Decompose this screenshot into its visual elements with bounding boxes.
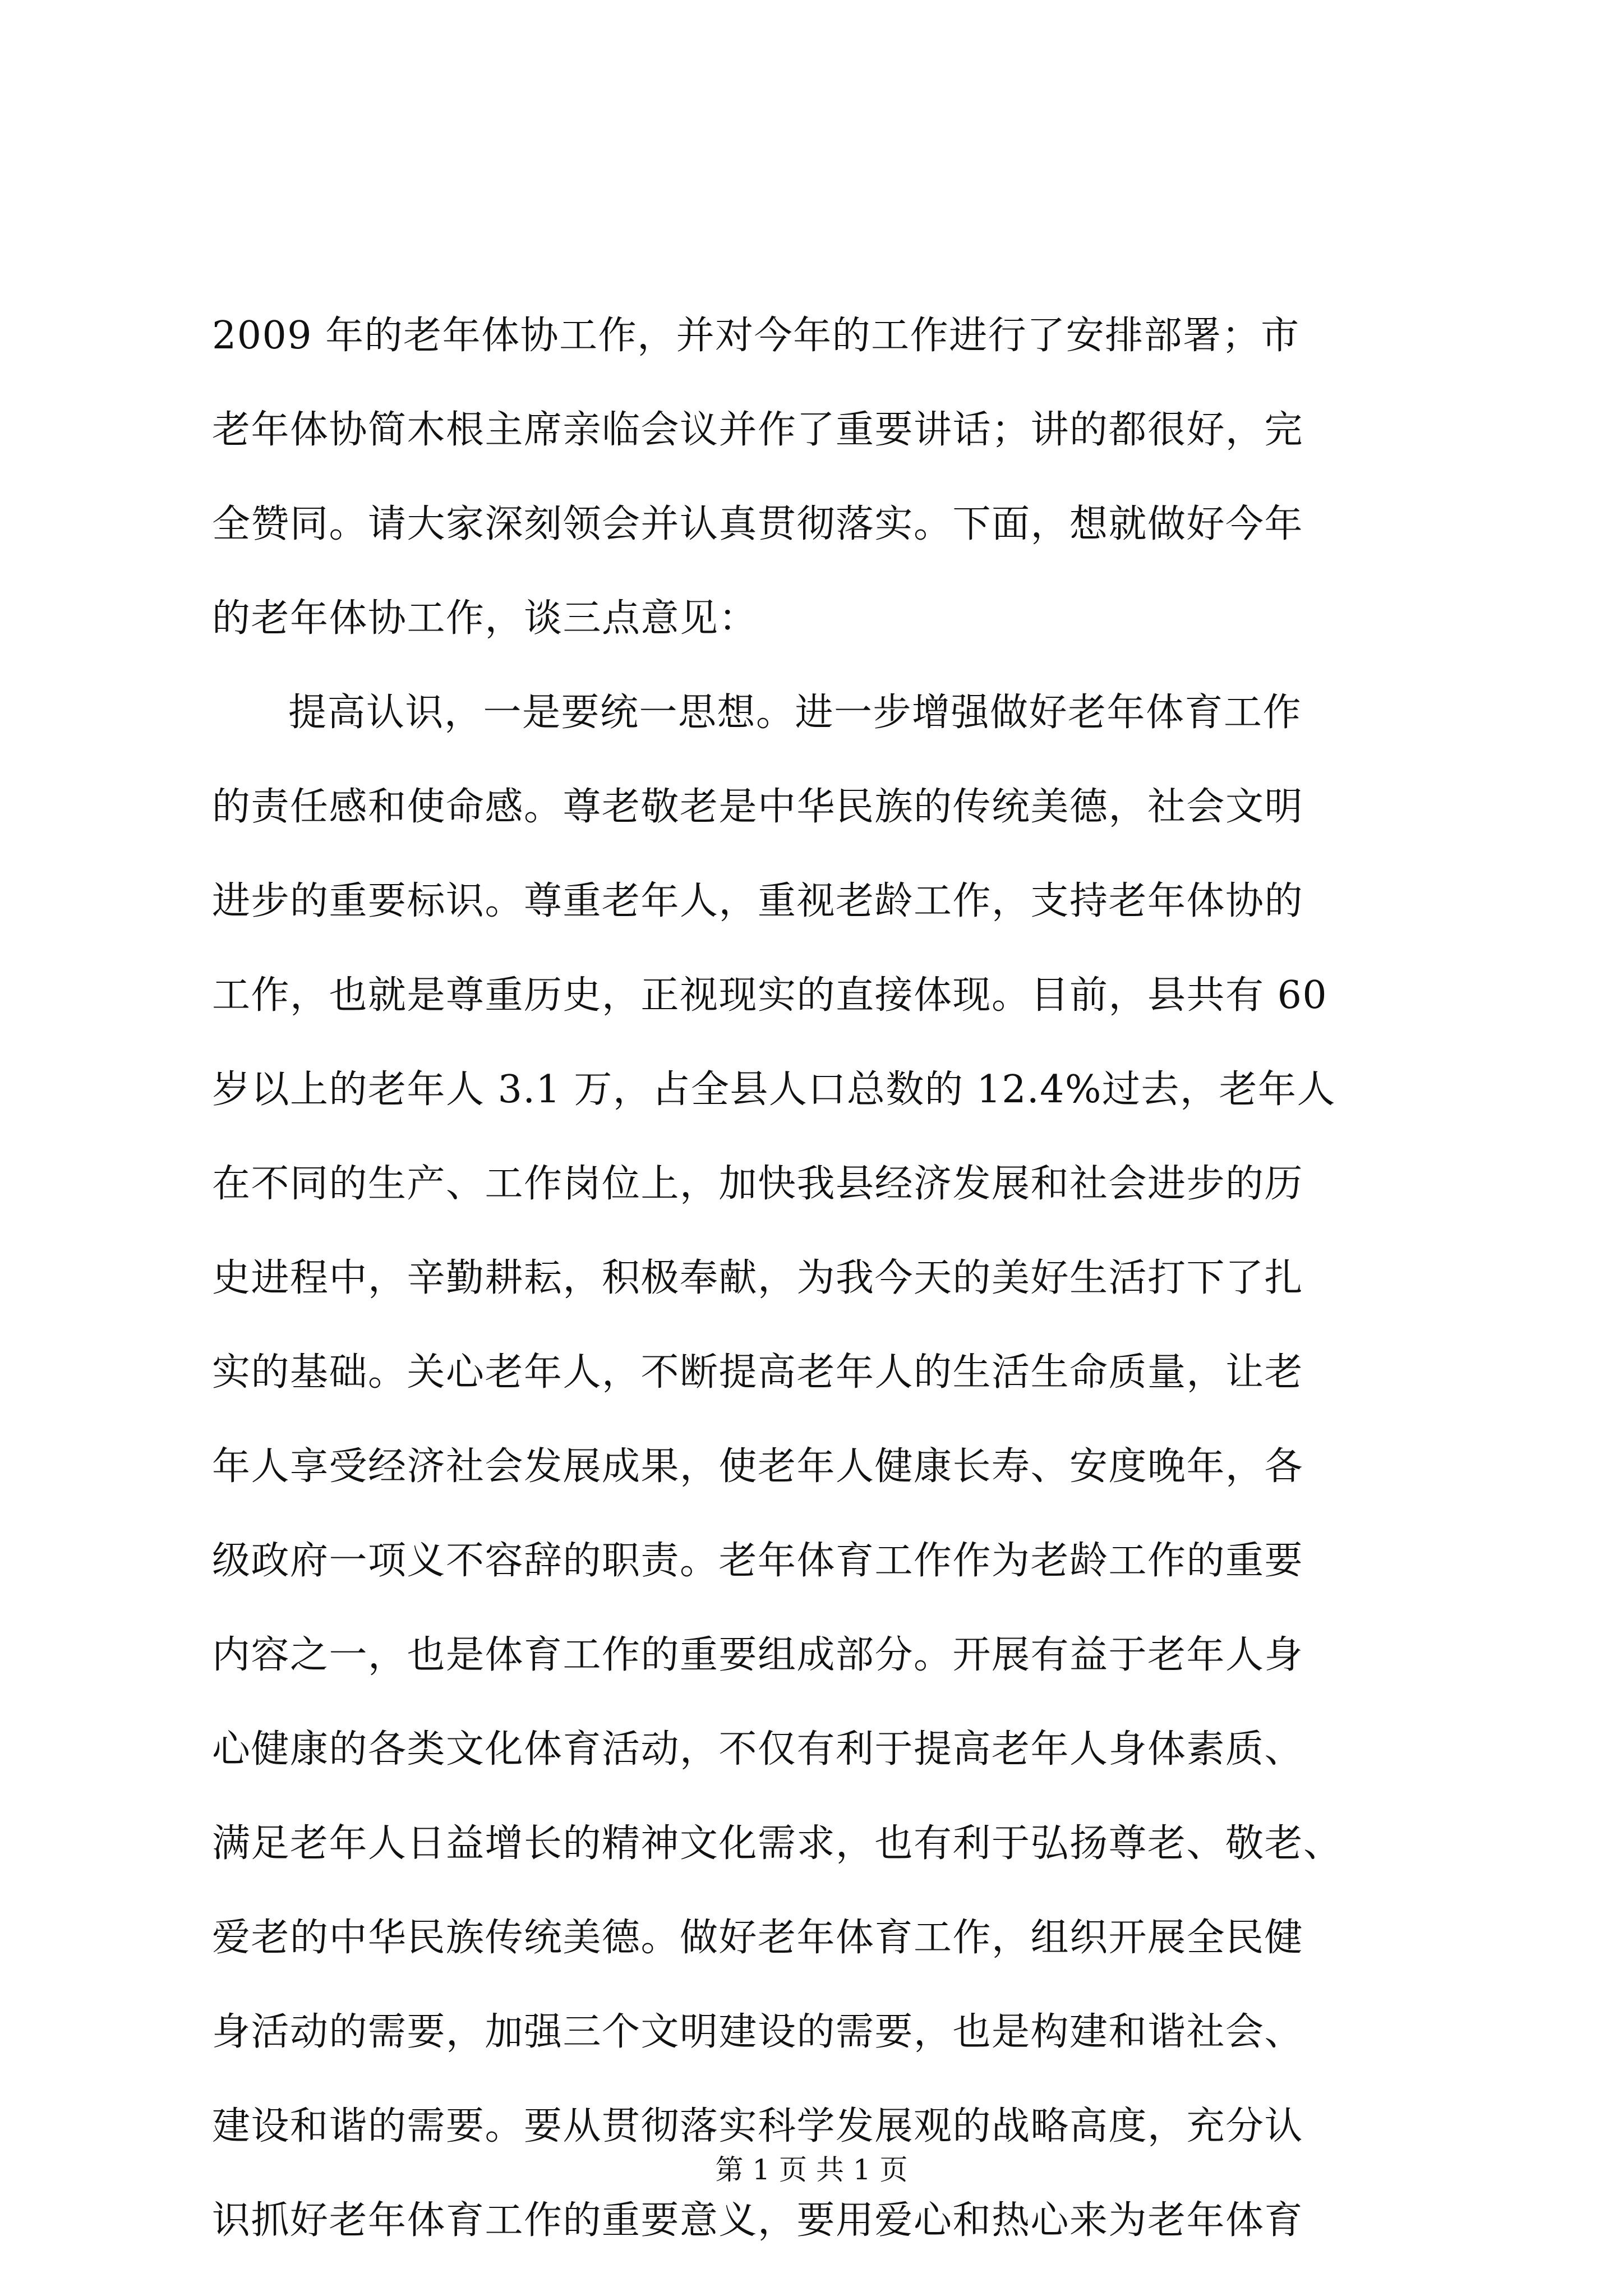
text-line-20: 建设和谐的需要。要从贯彻落实科学发展观的战略高度，充分认 xyxy=(212,2104,1304,2148)
text-line-17: 满足老年人日益增长的精神文化需求，也有利于弘扬尊老、敬老、 xyxy=(212,1821,1343,1866)
text-line-13: 年人享受经济社会发展成果，使老年人健康长寿、安度晚年，各 xyxy=(212,1444,1304,1489)
text-line-11: 史进程中，辛勤耕耘，积极奉献，为我今天的美好生活打下了扎 xyxy=(212,1256,1304,1300)
text-line-19: 身活动的需要，加强三个文明建设的需要，也是构建和谐社会、 xyxy=(212,2010,1304,2054)
text-line-12: 实的基础。关心老年人，不断提高老年人的生活生命质量，让老 xyxy=(212,1350,1304,1395)
text-line-14: 级政府一项义不容辞的职责。老年体育工作作为老龄工作的重要 xyxy=(212,1539,1304,1583)
text-line-16: 心健康的各类文化体育活动，不仅有利于提高老年人身体素质、 xyxy=(212,1727,1304,1772)
text-line-2: 老年体协简木根主席亲临会议并作了重要讲话；讲的都很好，完 xyxy=(212,408,1304,452)
text-line-21: 识抓好老年体育工作的重要意义，要用爱心和热心来为老年体育 xyxy=(212,2198,1304,2243)
page-number-footer: 第 1 页 共 1 页 xyxy=(715,2154,908,2186)
document-body xyxy=(212,289,1429,2268)
text-line-7: 进步的重要标识。尊重老年人，重视老龄工作，支持老年体协的 xyxy=(212,879,1304,923)
text-line-3: 全赞同。请大家深刻领会并认真贯彻落实。下面，想就做好今年 xyxy=(212,502,1304,546)
text-line-9: 岁以上的老年人 3.1 万，占全县人口总数的 12.4%过去，老年人 xyxy=(212,1068,1336,1112)
text-line-4: 的老年体协工作，谈三点意见： xyxy=(212,596,758,641)
text-line-1: 2009 年的老年体协工作，并对今年的工作进行了安排部署；市 xyxy=(212,314,1300,358)
text-line-10: 在不同的生产、工作岗位上，加快我县经济发展和社会进步的历 xyxy=(212,1162,1304,1206)
text-line-8: 工作，也就是尊重历史，正视现实的直接体现。目前，县共有 60 xyxy=(212,973,1328,1018)
text-line-5: 提高认识，一是要统一思想。进一步增强做好老年体育工作 xyxy=(288,691,1302,735)
text-line-15: 内容之一，也是体育工作的重要组成部分。开展有益于老年人身 xyxy=(212,1633,1304,1677)
text-line-18: 爱老的中华民族传统美德。做好老年体育工作，组织开展全民健 xyxy=(212,1916,1304,1960)
text-line-6: 的责任感和使命感。尊老敬老是中华民族的传统美德，社会文明 xyxy=(212,785,1304,829)
